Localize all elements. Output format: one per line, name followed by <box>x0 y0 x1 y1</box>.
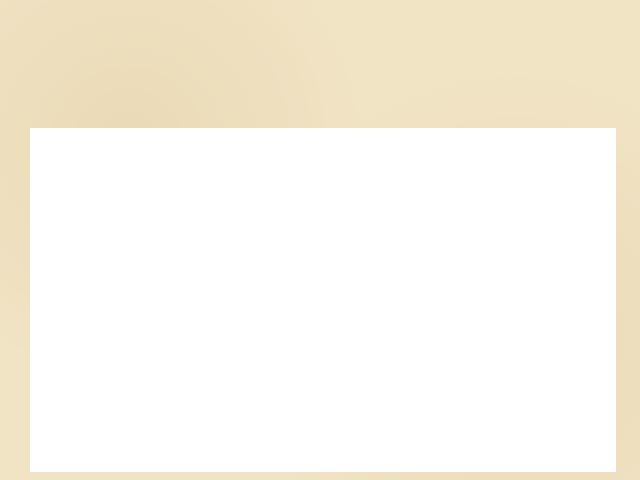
chart-panel <box>30 128 616 472</box>
hepatitis-b-chart <box>30 128 616 472</box>
